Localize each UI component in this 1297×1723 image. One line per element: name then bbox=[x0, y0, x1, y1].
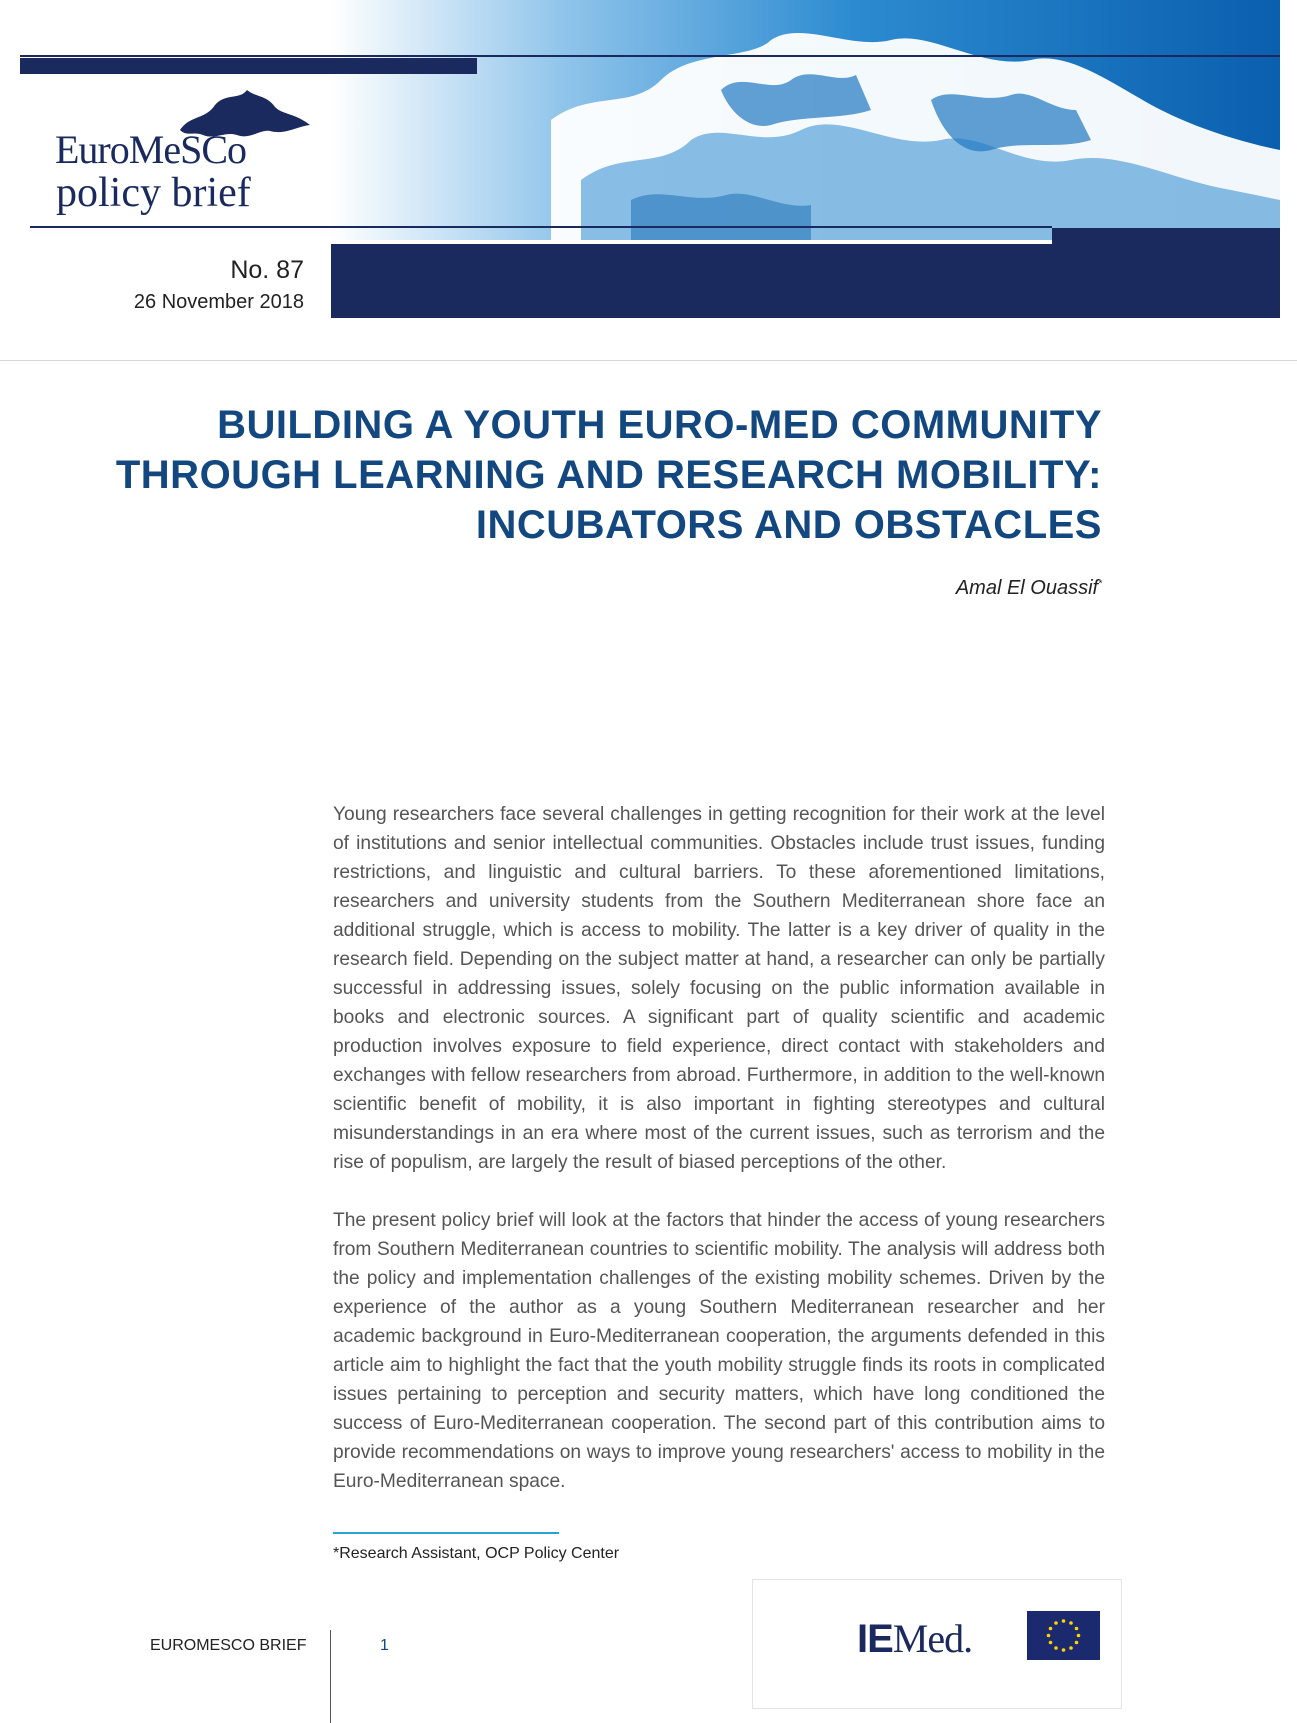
issue-number: No. 87 bbox=[230, 256, 304, 284]
issue-date: 26 November 2018 bbox=[133, 291, 304, 313]
header-divider bbox=[0, 360, 1297, 361]
paragraph: Young researchers face several challenges in getting recognition for their work at the level of institutions and senior intellectual communities. Obstacles include trust issues, funding restrictions, and linguistic and cultural barriers. To these aforementioned limitations, researchers and university students from the Southern Mediterranean shore face an additional struggle, which is access to mobility. The latter is a key driver of quality in the research field. Depending on the subject matter at hand, a researcher can only be partially successful in addressing issues, solely focusing on the public information available in books and electronic sources. A significant part of quality scientific and academic production involves exposure to field experience, direct contact with stakeholders and exchanges with fellow researchers from abroad. Furthermore, in addition to the well-known scientific benefit of mobility, it is also important in fighting stereotypes and cultural misunderstandings in an era where most of the current issues, such as terrorism and the rise of populism, are largely the result of biased perceptions of the other. bbox=[333, 804, 1105, 1173]
footer-divider bbox=[330, 1630, 331, 1723]
brand-wordmark: EuroMeSCo bbox=[55, 127, 246, 172]
header-bar-bottom bbox=[331, 244, 1280, 318]
brand-subtitle: policy brief bbox=[56, 170, 251, 216]
iemed-logo bbox=[857, 1615, 972, 1662]
iemed-logo-bold: IE bbox=[857, 1617, 893, 1661]
iemed-logo-rest: Med. bbox=[892, 1616, 973, 1661]
header-rule-mid bbox=[30, 226, 1052, 228]
header-bar-top bbox=[20, 58, 477, 74]
header-rule-top bbox=[20, 55, 1280, 57]
footer-label: EUROMESCO BRIEF bbox=[150, 1637, 307, 1654]
author-name bbox=[956, 577, 1102, 600]
author-footnote-mark: * bbox=[1098, 578, 1102, 590]
page-number: 1 bbox=[380, 1637, 389, 1654]
article-title: BUILDING A YOUTH EURO-MED COMMUNITY THROUGH LEARNING AND RESEARCH MOBILITY: INCUBATORS AND OBSTACLES bbox=[115, 403, 1102, 547]
footnote: *Research Assistant, OCP Policy Center bbox=[333, 1545, 620, 1562]
footnote-rule bbox=[333, 1532, 559, 1534]
article-body bbox=[333, 800, 1105, 1525]
header-banner-artwork bbox=[331, 0, 1280, 240]
author-name-text: Amal El Ouassif bbox=[955, 577, 1099, 599]
eu-flag-icon bbox=[1027, 1611, 1100, 1660]
paragraph: The present policy brief will look at the factors that hinder the access of young researchers from Southern Mediterranean countries to scientific mobility. The analysis will address both the policy and implementation challenges of the existing mobility schemes. Driven by the experience of the author as a young Southern Mediterranean researcher and her academic background in Euro-Mediterranean cooperation, the arguments defended in this article aim to highlight the fact that the youth mobility struggle finds its roots in complicated issues pertaining to perception and security matters, which have long conditioned the success of Euro-Mediterranean cooperation. The second part of this contribution aims to provide recommendations on ways to improve young researchers' access to mobility in the Euro-Mediterranean space. bbox=[333, 1210, 1105, 1492]
